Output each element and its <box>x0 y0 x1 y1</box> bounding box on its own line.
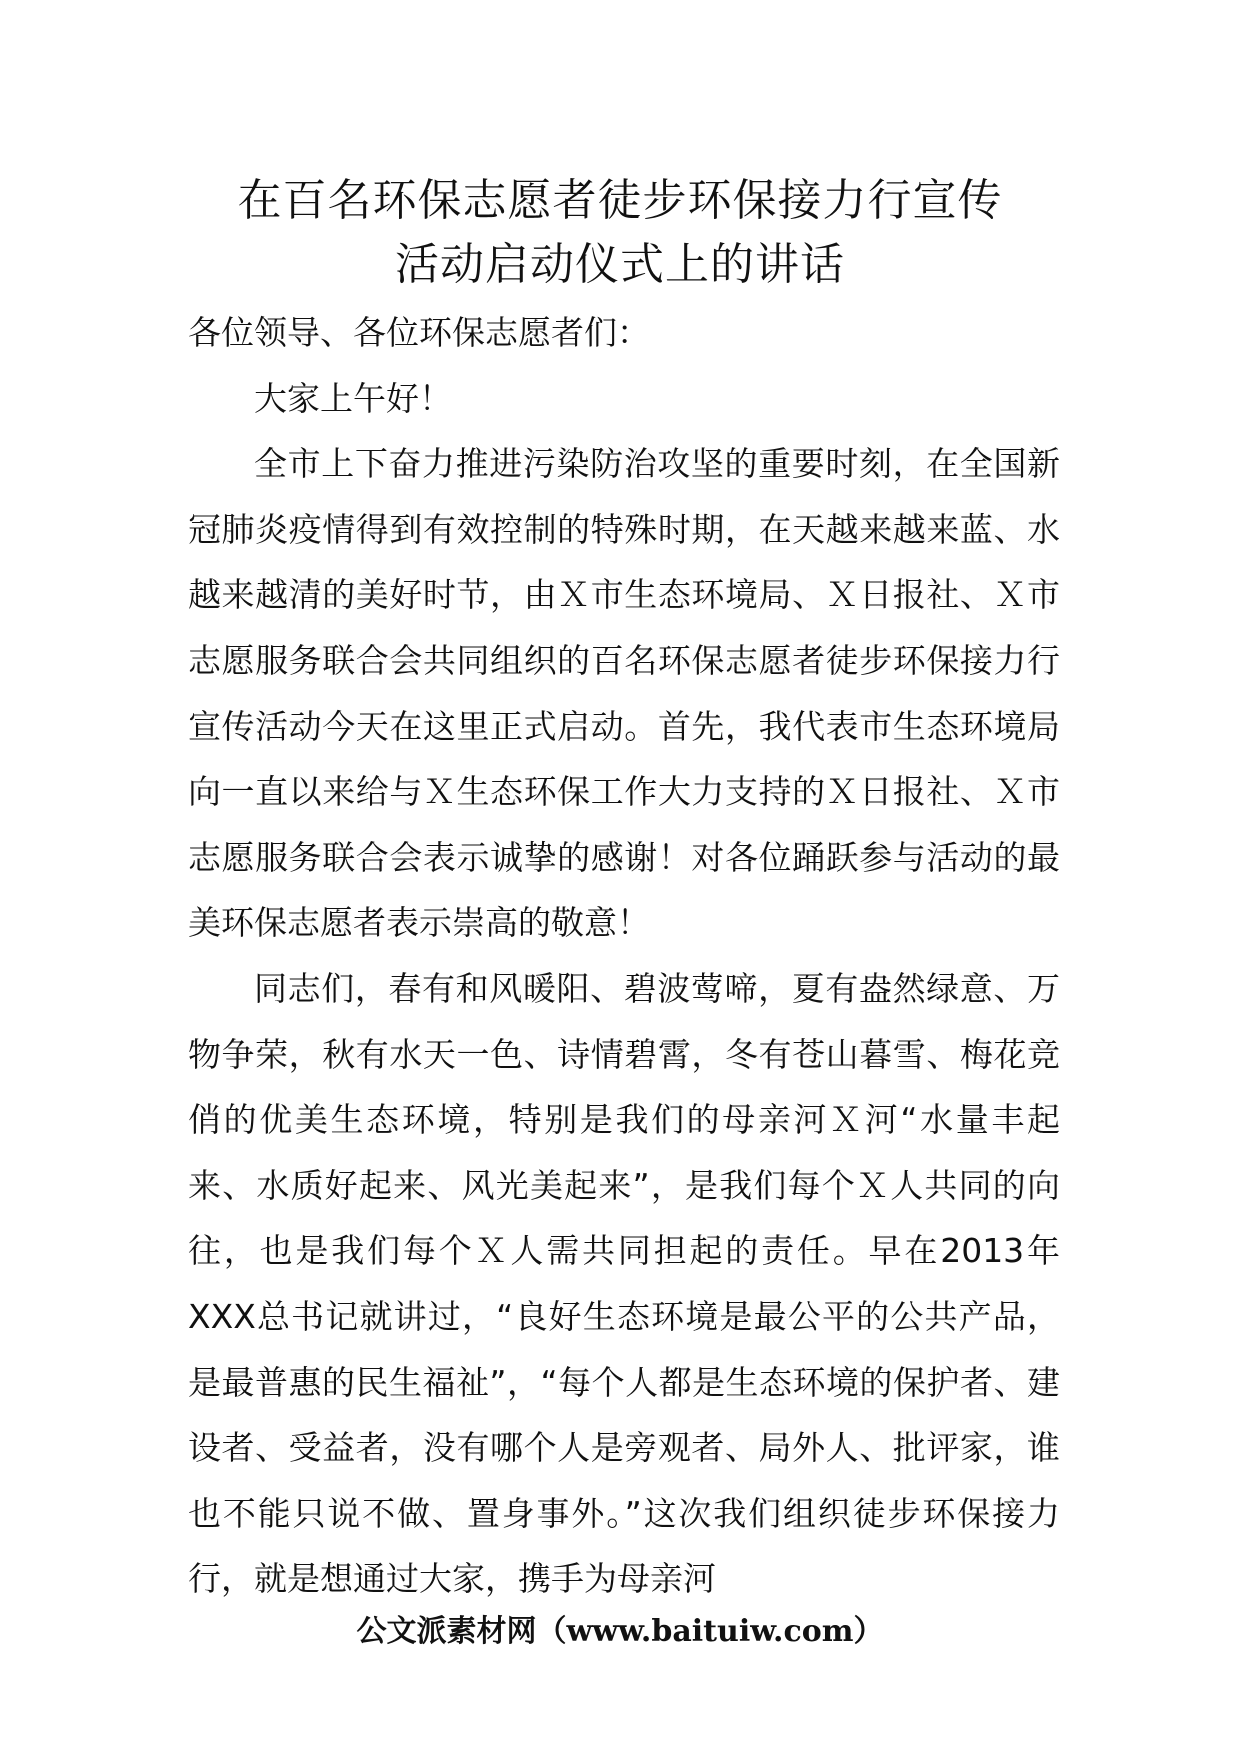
footer-watermark: 公文派素材网（www.baituiw.com） <box>356 1614 884 1649</box>
paragraph-main: 同志们，春有和风暖阳、碧波莺啼，夏有盎然绿意、万物争荣，秋有水天一色、诗情碧霄，冬有苍山暮雪、梅花竞俏的优美生态环境，特别是我们的母亲河Ｘ河“水量丰起来、水质好起来、风光美起来”，是我们每个Ｘ人共同的向往，也是我们每个Ｘ人需共同担起的责任。早在2013年XXX总书记就讲过，“良好生态环境是最公平的公共产品，是最普惠的民生福祉”，“每个人都是生态环境的保护者、建设者、受益者，没有哪个人是旁观者、局外人、批评家，谁也不能只说不做、置身事外。”这次我们组织徒步环保接力行，就是想通过大家，携手为母亲河 <box>188 968 1060 1599</box>
paragraph-opening: 全市上下奋力推进污染防治攻坚的重要时刻，在全国新冠肺炎疫情得到有效控制的特殊时期，在天越来越来蓝、水越来越清的美好时节，由Ｘ市生态环境局、Ｘ日报社、Ｘ市志愿服务联合会共同组织的百名环保志愿者徒步环保接力行宣传活动今天在这里正式启动。首先，我代表市生态环境局向一直以来给与Ｘ生态环保工作大力支持的Ｘ日报社、Ｘ市志愿服务联合会表示诚挚的感谢！对各位踊跃参与活动的最美环保志愿者表示崇高的敬意！ <box>188 444 1060 943</box>
document-title-line-1: 在百名环保志愿者徒步环保接力行宣传 <box>237 175 1003 226</box>
paragraph-greeting: 大家上午好！ <box>254 378 452 418</box>
salutation: 各位领导、各位环保志愿者们： <box>188 313 650 352</box>
document-body <box>188 300 1060 1612</box>
document-title-line-2: 活动启动仪式上的讲话 <box>395 239 845 290</box>
